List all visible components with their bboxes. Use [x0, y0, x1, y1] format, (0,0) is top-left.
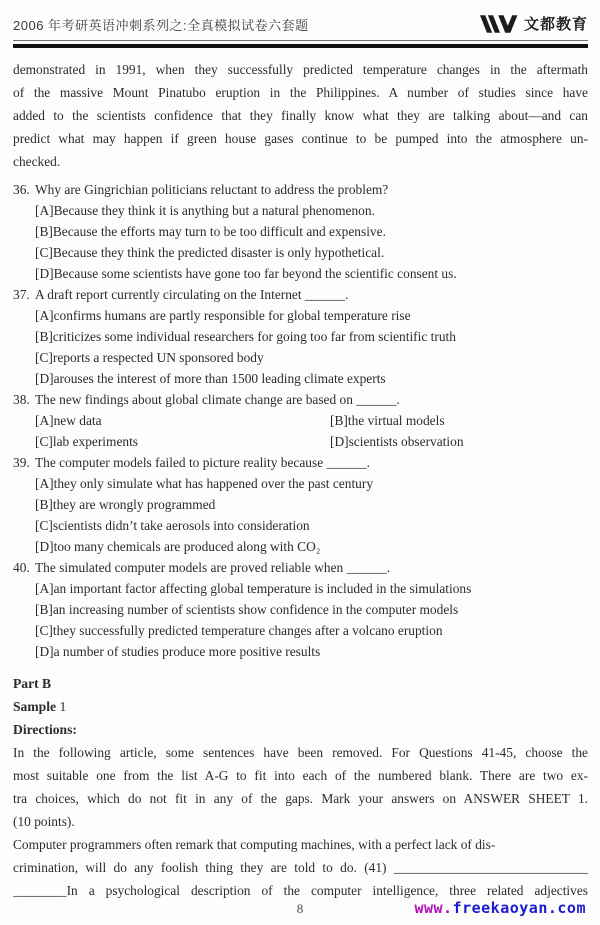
option-label: [C]	[35, 623, 53, 638]
answer-option	[35, 578, 588, 599]
divider-thick-line	[13, 44, 588, 48]
option-label: [D]	[35, 266, 54, 281]
part-b-section	[13, 672, 588, 902]
option-label: [A]	[35, 308, 54, 323]
option-label: [D]	[35, 644, 54, 659]
answer-option	[35, 494, 588, 515]
answer-option	[35, 641, 588, 662]
answer-option	[35, 368, 588, 389]
options-group	[35, 200, 588, 284]
passage-line: predict what may happen if green house gases continue to be pumped into the atmosphere un-	[13, 131, 588, 146]
question-stem	[13, 557, 588, 578]
answer-option	[35, 221, 588, 242]
question-stem-text: Why are Gingrichian politicians reluctant to address the problem?	[35, 182, 389, 197]
option-label: [D]	[35, 371, 54, 386]
passage-line: of the massive Mount Pinatubo eruption in the Philippines. A number of studies since have	[13, 85, 588, 100]
option-text: new data	[53, 413, 102, 428]
answer-option	[35, 620, 588, 641]
options-group	[35, 473, 588, 557]
answer-option	[35, 200, 588, 221]
answer-option	[35, 473, 588, 494]
watermark-www: www.	[414, 899, 453, 917]
passage-line: checked.	[13, 154, 61, 169]
option-label: [A]	[35, 476, 54, 491]
watermark-link[interactable]	[414, 899, 586, 917]
question-list	[13, 179, 588, 662]
option-text: too many chemicals are produced along with CO₂	[53, 539, 321, 554]
question-block	[13, 557, 588, 662]
sample-label: Sample	[13, 699, 57, 714]
cloze-line: crimination, will do any foolish thing they are told to do. (41) _____________________________	[13, 860, 588, 875]
question-number: 40.	[13, 560, 30, 575]
header-divider	[13, 40, 588, 48]
part-b-heading: Part B	[13, 676, 52, 691]
option-text: a number of studies produce more positive results	[53, 644, 321, 659]
option-text: Because the efforts may turn to be too difficult and expensive.	[52, 224, 386, 239]
options-group	[35, 410, 588, 452]
question-stem-text: The computer models failed to picture reality because ______.	[35, 455, 371, 470]
option-text: Because they think it is anything but a natural phenomenon.	[53, 203, 375, 218]
question-stem-text: The new findings about global climate change are based on ______.	[35, 392, 400, 407]
option-text: they successfully predicted temperature changes after a volcano eruption	[52, 623, 443, 638]
question-block	[13, 389, 588, 452]
question-stem	[13, 179, 588, 200]
wendu-w-icon	[480, 15, 520, 33]
option-label: [B]	[35, 497, 53, 512]
options-group	[35, 578, 588, 662]
answer-option	[330, 431, 588, 452]
question-stem	[13, 284, 588, 305]
passage-line: demonstrated in 1991, when they successfully predicted temperature changes in the aftermath	[13, 62, 588, 77]
answer-option	[35, 536, 588, 557]
brand-logo-text: 文都教育	[523, 16, 588, 33]
cloze-passage	[13, 833, 588, 902]
answer-option	[35, 347, 588, 368]
option-text: criticizes some individual researchers for going too far from scientific truth	[52, 329, 456, 344]
sample-number: 1	[56, 699, 67, 714]
answer-option	[35, 263, 588, 284]
option-text: they are wrongly programmed	[52, 497, 216, 512]
brand-logo	[480, 13, 588, 34]
question-stem	[13, 452, 588, 473]
answer-option	[35, 410, 330, 431]
option-label: [B]	[35, 224, 53, 239]
option-label: [A]	[35, 203, 54, 218]
option-text: arouses the interest of more than 1500 leading climate experts	[53, 371, 386, 386]
answer-option	[35, 242, 588, 263]
option-label: [C]	[35, 245, 53, 260]
option-label: [B]	[330, 413, 348, 428]
option-label: [C]	[35, 518, 53, 533]
answer-option	[35, 326, 588, 347]
question-number: 38.	[13, 392, 30, 407]
page-header	[13, 12, 588, 34]
directions-label: Directions:	[13, 722, 77, 737]
option-label: [A]	[35, 581, 54, 596]
directions-line: most suitable one from the list A-G to fit into each of the numbered blank. There are two ex-	[13, 768, 588, 783]
divider-thin-line	[13, 40, 588, 41]
question-number: 39.	[13, 455, 30, 470]
option-text: scientists observation	[348, 434, 464, 449]
option-label: [C]	[35, 434, 53, 449]
option-label: [B]	[35, 329, 53, 344]
page-number: 8	[296, 901, 304, 916]
option-label: [C]	[35, 350, 53, 365]
answer-option	[35, 305, 588, 326]
option-text: lab experiments	[52, 434, 139, 449]
question-number: 36.	[13, 182, 30, 197]
option-text: scientists didn’t take aerosols into consideration	[52, 518, 310, 533]
header-series-title: 2006 年考研英语冲刺系列之:全真模拟试卷六套题	[13, 18, 309, 33]
question-number: 37.	[13, 287, 30, 302]
question-block	[13, 179, 588, 284]
option-label: [D]	[330, 434, 349, 449]
passage-line: added to the scientists confidence that they finally know what they are talking about—and can	[13, 108, 588, 123]
option-text: reports a respected UN sponsored body	[52, 350, 264, 365]
answer-option	[35, 515, 588, 536]
directions-line: (10 points).	[13, 814, 75, 829]
options-group	[35, 305, 588, 389]
option-text: Because they think the predicted disaster is only hypothetical.	[52, 245, 385, 260]
option-text: confirms humans are partly responsible for global temperature rise	[53, 308, 411, 323]
option-label: [B]	[35, 602, 53, 617]
question-block	[13, 452, 588, 557]
question-stem	[13, 389, 588, 410]
answer-option	[330, 410, 588, 431]
option-text: an increasing number of scientists show confidence in the computer models	[52, 602, 459, 617]
option-text: the virtual models	[347, 413, 445, 428]
directions-line: tra choices, which do not fit in any of the gaps. Mark your answers on ANSWER SHEET 1.	[13, 791, 588, 806]
option-label: [D]	[35, 539, 54, 554]
option-text: they only simulate what has happened over the past century	[53, 476, 374, 491]
answer-option	[35, 431, 330, 452]
option-text: an important factor affecting global temperature is included in the simulations	[53, 581, 472, 596]
directions-text	[13, 741, 588, 833]
question-stem-text: A draft report currently circulating on the Internet ______.	[35, 287, 349, 302]
sample-heading	[13, 695, 588, 718]
reading-passage	[13, 58, 588, 173]
option-label: [A]	[35, 413, 54, 428]
answer-option	[35, 599, 588, 620]
question-stem-text: The simulated computer models are proved reliable when ______.	[35, 560, 391, 575]
cloze-line: ________In a psychological description of the computer intelligence, three related adjectives	[13, 883, 588, 898]
cloze-line: Computer programmers often remark that computing machines, with a perfect lack of dis-	[13, 837, 496, 852]
option-text: Because some scientists have gone too far beyond the scientific consent us.	[53, 266, 457, 281]
directions-line: In the following article, some sentences have been removed. For Questions 41-45, choose the	[13, 745, 588, 760]
watermark-domain: freekaoyan.com	[452, 899, 586, 917]
question-block	[13, 284, 588, 389]
